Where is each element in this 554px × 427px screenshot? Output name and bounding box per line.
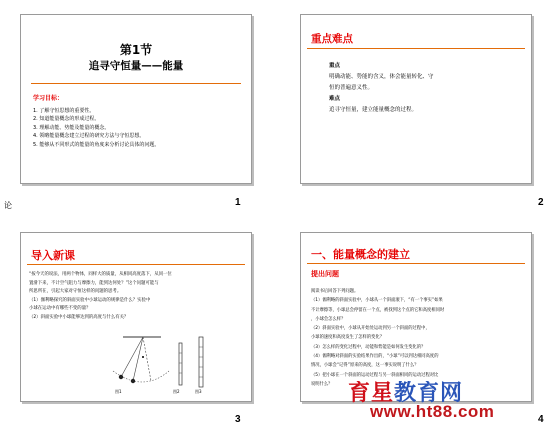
text-line: （2）斜面实验中，小球从开始处运动到另一个斜面的过程中， bbox=[311, 326, 430, 332]
difficulty-line: 追寻守恒量，建立能量概念的过程。 bbox=[329, 107, 418, 113]
text-line: （1）伽利略探究的斜面实验中小球运动的规律是什么？实验中 bbox=[29, 297, 151, 303]
slide-number-3: 3 bbox=[235, 414, 241, 425]
figure-label-3: 图3 bbox=[195, 389, 202, 394]
figure-label-2: 图2 bbox=[173, 389, 180, 394]
intro-text bbox=[29, 271, 172, 323]
slide-number-2: 2 bbox=[538, 197, 544, 208]
text-line: ，小球会怎么样？ bbox=[311, 316, 346, 322]
key-line: 明确动能、势能的含义，体会能量转化、守 bbox=[329, 74, 434, 80]
slide-title-number: 第1节 bbox=[119, 43, 153, 57]
text-line: （2）斜面实验中小球能够达到的高度与什么有关？ bbox=[29, 314, 129, 320]
side-label: 论 bbox=[4, 201, 12, 210]
figure-label-1: 图1 bbox=[115, 389, 122, 394]
divider-line bbox=[31, 83, 241, 84]
slide-subheading: 提出问题 bbox=[311, 271, 339, 278]
watermark-url: www.ht88.com bbox=[370, 402, 495, 421]
objective-item: 3. 理解动能、势能及能量的概念。 bbox=[33, 124, 110, 131]
objective-item: 4. 领略能量概念建立过程的研究方法与守恒思想。 bbox=[33, 133, 145, 139]
slide-heading: 一、能量概念的建立 bbox=[311, 249, 410, 261]
text-line: 情况，小球会“记得”原来的高度，这一事实说明了什么？ bbox=[311, 363, 419, 369]
slide-heading: 重点难点 bbox=[311, 33, 353, 45]
objective-item: 1. 了解守恒思想的重要性。 bbox=[33, 107, 95, 114]
slide-title: 追寻守恒量——能量 bbox=[88, 60, 184, 72]
slide-thumbnail-3[interactable] bbox=[20, 232, 252, 402]
watermark-logo bbox=[344, 376, 554, 427]
key-line: 恒的普遍意义性。 bbox=[329, 85, 374, 91]
divider-line bbox=[27, 264, 245, 265]
text-line: 阅读书后回答下列问题。 bbox=[311, 289, 359, 294]
slide-heading: 导入新课 bbox=[31, 250, 75, 262]
text-line: （5）把小球在一个斜面的运动过程与另一斜面相同的运动过程对比 bbox=[311, 372, 439, 378]
key-label: 重点 bbox=[329, 63, 341, 69]
text-line: （3）怎么样的变化过程中，动能和势能是如何发生变化的？ bbox=[311, 344, 426, 350]
text-line: “按今天的说法，用两个物体，同样大的质量，从相同高度落下，从同一位 bbox=[29, 272, 172, 277]
text-line: 说明什么？ bbox=[311, 381, 333, 387]
text-line: 小球在运动中有哪些不变的量？ bbox=[29, 306, 91, 312]
slide-number-1: 1 bbox=[235, 197, 241, 208]
text-line: 所思所在，引起大家对守恒这样的问题的思考。 bbox=[29, 289, 122, 295]
divider-line bbox=[307, 263, 525, 264]
text-line: 不计摩擦等，小球总会停留在一个点，被找到这个点的它和高度相同时 bbox=[311, 307, 445, 313]
objectives-block bbox=[33, 95, 159, 149]
objectives-title: 学习目标： bbox=[33, 95, 64, 102]
objective-item: 2. 知道能量概念的形成过程。 bbox=[33, 116, 100, 122]
text-line: 小球的速度和高度发生了怎样的变化？ bbox=[311, 335, 385, 341]
slide-thumbnail-1[interactable] bbox=[20, 14, 252, 184]
key-points-block bbox=[329, 61, 434, 116]
questions-text bbox=[311, 287, 444, 389]
text-line: （1）伽利略的斜面实验中，小球从一个斜面滚下，“有一个事实”如果 bbox=[311, 298, 443, 304]
divider-line bbox=[307, 48, 525, 49]
slide-thumbnail-2[interactable] bbox=[300, 14, 532, 184]
watermark-name-text: 育星教育网 bbox=[348, 381, 464, 406]
objective-item: 5. 能够从不同形式的能量的角度来分析讨论具体的问题。 bbox=[33, 141, 160, 148]
text-line: 置滑下来，不计空气阻力与摩擦力，能到达何处？”这个问题可能与 bbox=[29, 280, 159, 286]
difficulty-label: 难点 bbox=[329, 96, 341, 102]
experiment-figure bbox=[103, 333, 213, 395]
slide-number-4: 4 bbox=[538, 414, 544, 425]
text-line: （4）伽利略对斜面的实验结果作出的，“小球”可以到达相同高度的 bbox=[311, 354, 439, 360]
